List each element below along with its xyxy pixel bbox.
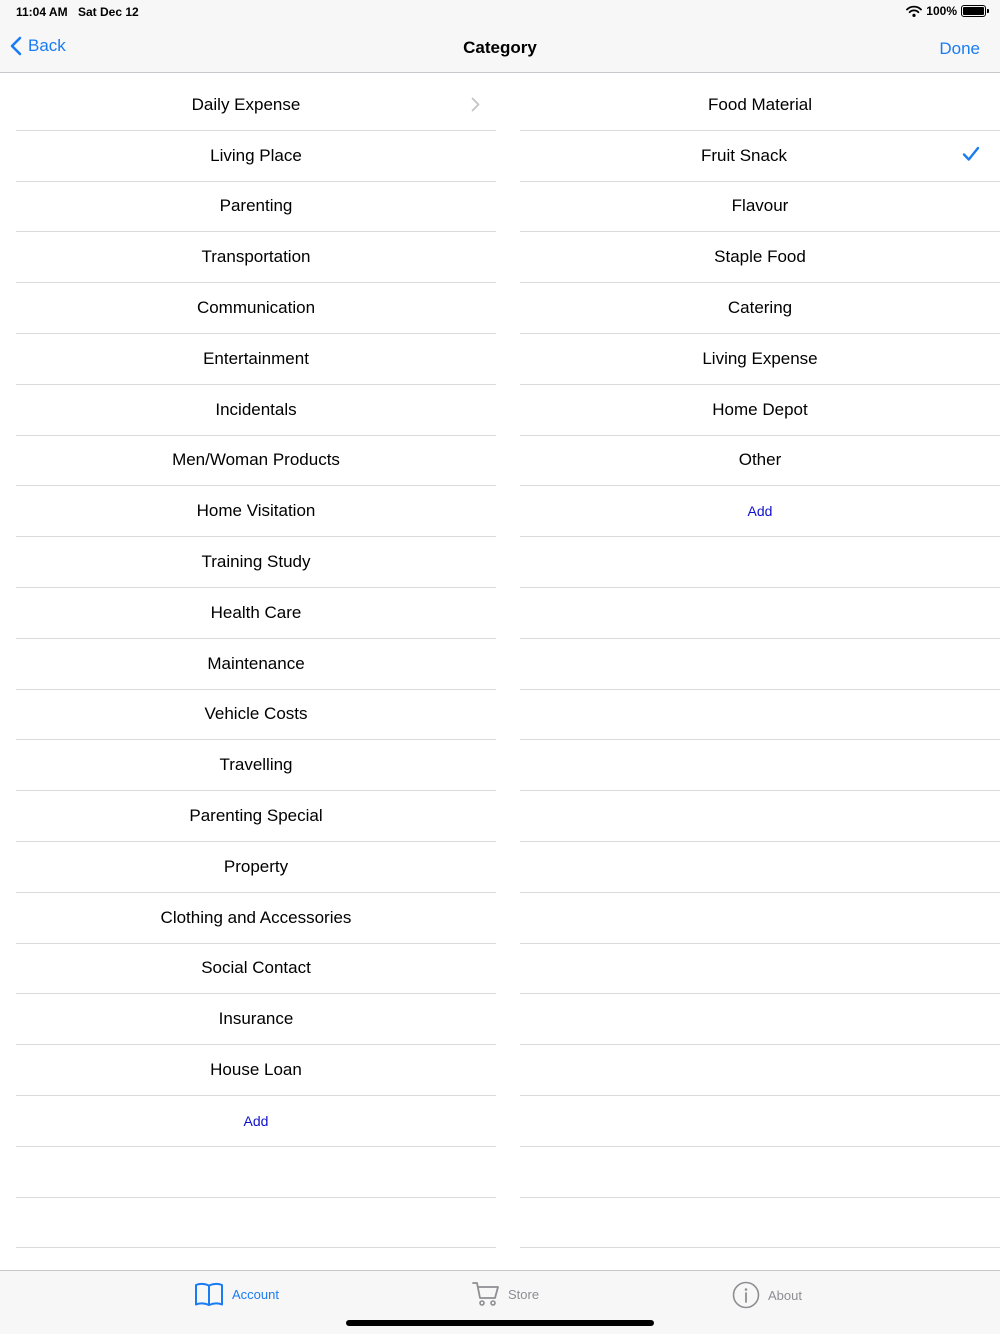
subcategory-label: Other <box>738 450 782 470</box>
status-time: 11:04 AM <box>16 5 68 19</box>
subcategory-row[interactable] <box>520 232 1000 283</box>
empty-row <box>520 791 1000 842</box>
empty-row <box>520 1096 1000 1147</box>
empty-row <box>520 842 1000 893</box>
cart-icon <box>472 1281 500 1307</box>
category-row[interactable] <box>16 537 496 588</box>
subcategory-row[interactable] <box>520 283 1000 334</box>
tab-about-label: About <box>768 1287 802 1303</box>
subcategory-row[interactable] <box>520 385 1000 436</box>
empty-row <box>16 1147 496 1198</box>
empty-row <box>520 1045 1000 1096</box>
category-row[interactable] <box>16 334 496 385</box>
category-label: Social Contact <box>201 958 311 978</box>
category-row[interactable] <box>16 283 496 334</box>
subcategory-row[interactable] <box>520 334 1000 385</box>
subcategory-label: Home Depot <box>712 399 808 419</box>
add-subcategory-button: Add <box>747 503 773 520</box>
category-row[interactable] <box>16 944 496 995</box>
category-label: Travelling <box>219 755 293 775</box>
category-label: Training Study <box>201 552 311 572</box>
category-label: Health Care <box>210 602 302 622</box>
category-row[interactable] <box>16 131 496 182</box>
battery-icon <box>961 5 986 17</box>
category-label: House Loan <box>210 1060 302 1080</box>
category-label: Vehicle Costs <box>204 704 308 724</box>
category-row-selected[interactable] <box>16 80 496 131</box>
empty-row <box>520 944 1000 995</box>
empty-row <box>520 740 1000 791</box>
empty-row <box>520 893 1000 944</box>
battery-percent: 100% <box>926 4 957 18</box>
empty-row <box>520 1198 1000 1249</box>
category-label: Communication <box>196 298 316 318</box>
category-row[interactable] <box>16 639 496 690</box>
subcategory-label: Living Expense <box>702 348 818 368</box>
status-indicators <box>906 4 986 18</box>
category-label: Maintenance <box>207 653 305 673</box>
navigation-bar <box>0 24 1000 73</box>
home-indicator <box>346 1320 654 1326</box>
category-label: Incidentals <box>215 399 297 419</box>
subcategory-row-selected[interactable] <box>520 131 1000 182</box>
empty-row <box>520 537 1000 588</box>
done-button[interactable]: Done <box>939 39 980 58</box>
category-row[interactable] <box>16 740 496 791</box>
category-label: Parenting <box>219 196 293 216</box>
empty-row <box>520 690 1000 741</box>
checkmark-icon <box>962 146 980 162</box>
category-row[interactable] <box>16 690 496 741</box>
category-label: Home Visitation <box>196 501 316 521</box>
category-row[interactable] <box>16 436 496 487</box>
category-row[interactable] <box>16 1045 496 1096</box>
subcategory-label: Staple Food <box>714 247 806 267</box>
category-row[interactable] <box>16 232 496 283</box>
category-row[interactable] <box>16 486 496 537</box>
chevron-right-icon <box>471 97 480 112</box>
book-icon <box>194 1281 224 1307</box>
subcategory-row[interactable] <box>520 436 1000 487</box>
subcategory-label: Fruit Snack <box>701 145 787 165</box>
tab-about[interactable] <box>732 1281 802 1309</box>
subcategory-row[interactable] <box>520 182 1000 233</box>
category-label: Daily Expense <box>191 94 301 114</box>
empty-row <box>520 994 1000 1045</box>
subcategory-row[interactable] <box>520 80 1000 131</box>
add-category-button[interactable] <box>16 1096 496 1147</box>
empty-row <box>520 588 1000 639</box>
tab-store[interactable] <box>472 1281 539 1307</box>
category-row[interactable] <box>16 893 496 944</box>
empty-row <box>520 639 1000 690</box>
status-date: Sat Dec 12 <box>78 5 139 19</box>
category-label: Insurance <box>218 1009 294 1029</box>
tab-store-label: Store <box>508 1286 540 1302</box>
category-label: Entertainment <box>203 348 309 368</box>
subcategory-label: Food Material <box>708 94 812 114</box>
back-button-label: Back <box>28 36 66 55</box>
category-row[interactable] <box>16 994 496 1045</box>
category-list <box>16 80 496 1248</box>
subcategory-label: Catering <box>727 298 793 318</box>
empty-row <box>16 1198 496 1249</box>
status-bar <box>0 0 1000 24</box>
tab-account[interactable] <box>194 1281 279 1307</box>
subcategory-list <box>520 80 1000 1248</box>
empty-row <box>520 1147 1000 1198</box>
add-subcategory-button[interactable] <box>520 486 1000 537</box>
category-row[interactable] <box>16 385 496 436</box>
category-label: Living Place <box>210 145 302 165</box>
category-label: Parenting Special <box>189 806 323 826</box>
category-label: Clothing and Accessories <box>160 907 352 927</box>
subcategory-label: Flavour <box>731 196 789 216</box>
wifi-icon <box>906 5 922 17</box>
category-row[interactable] <box>16 588 496 639</box>
tab-account-label: Account <box>232 1286 279 1302</box>
category-label: Property <box>223 856 289 876</box>
category-label: Transportation <box>201 247 311 267</box>
category-row[interactable] <box>16 791 496 842</box>
page-title: Category <box>463 38 537 57</box>
info-icon <box>732 1281 760 1309</box>
add-category-button: Add <box>243 1112 269 1129</box>
category-label: Men/Woman Products <box>172 450 340 470</box>
category-row[interactable] <box>16 842 496 893</box>
category-row[interactable] <box>16 182 496 233</box>
